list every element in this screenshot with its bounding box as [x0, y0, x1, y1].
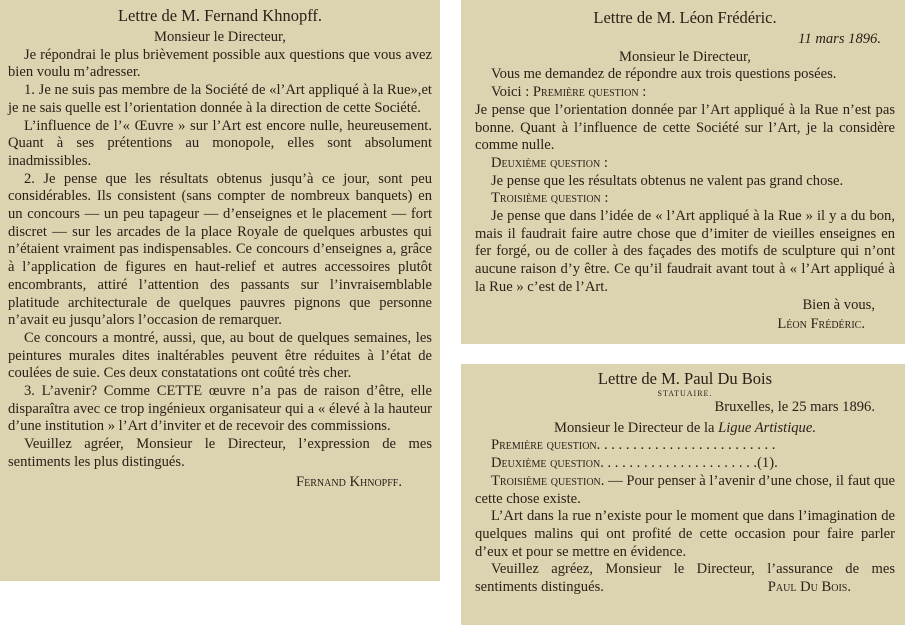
- dubois-question-1-dots: . . . . . . . . . . . . . . . . . . . . . . . . .: [596, 437, 776, 454]
- dubois-title: Lettre de M. Paul Du Bois: [597, 369, 773, 388]
- dubois-question-2-label: Deuxième question: [491, 455, 601, 472]
- dubois-signature: Paul Du Bois.: [767, 579, 851, 596]
- frederic-date: 11 mars 1896.: [798, 31, 881, 47]
- khnopff-paragraph-6: 3. L’avenir? Comme CETTE œuvre n’a pas de raison d’être, elle disparaîtra avec ce trop ingénieux organisateur qui a « élevé à la hauteur d’une institution » l’Art d’inviter et de recevoir des commissions.: [8, 383, 432, 435]
- frederic-answer-2: Je pense que les résultats obtenus ne valent pas grand chose.: [491, 172, 844, 189]
- frederic-closing: Bien à vous,: [802, 296, 875, 313]
- dubois-question-1-label: Première question: [491, 437, 597, 454]
- dubois-paragraph-1: L’Art dans la rue n’existe pour le moment que dans l’imagination de quelques malins qui ont profité de cette occasion pour faire parler d’eux et pour se mettre en évidence.: [475, 508, 895, 560]
- frederic-answer-1: Je pense que l’orientation donnée par l’Art appliqué à la Rue n’est pas bonne. Quant à l’influence de cette Société sur l’Art, je la considère comme nulle.: [475, 101, 895, 154]
- khnopff-paragraph-5: Ce concours a montré, aussi, que, au bout de quelques semaines, les peintures murales dites inaltérables peuvent être réduites à l’état de coulées de suie. Ces deux constatations ont coûté très cher.: [8, 329, 432, 382]
- khnopff-paragraph-2: 1. Je ne suis pas membre de la Société de «l’Art appliqué à la Rue»,et je ne sais quelle est l’orientation donnée à la direction de cette Société.: [8, 82, 432, 116]
- khnopff-paragraph-7: Veuillez agréer, Monsieur le Directeur, l’expression de mes sentiments les plus distingués.: [8, 436, 432, 470]
- khnopff-title: Lettre de M. Fernand Khnopff.: [117, 6, 323, 25]
- dubois-profession: STATUAIRE.: [657, 389, 713, 398]
- frederic-voici: Voici :: [491, 84, 530, 101]
- frederic-signature: Léon Frédéric.: [777, 316, 865, 333]
- khnopff-salutation: Monsieur le Directeur,: [154, 29, 286, 45]
- khnopff-paragraph-1: Je répondrai le plus brièvement possible aux questions que vous avez bien voulu m’adresser.: [8, 46, 432, 81]
- dubois-letter: [461, 364, 905, 625]
- dubois-paragraph-2: Veuillez agréez, Monsieur le Directeur, l’assurance de mes sentiments distingués.: [475, 561, 895, 596]
- dubois-question-2-dots: . . . . . . . . . . . . . . . . . . . . . .(1).: [600, 455, 778, 472]
- frederic-question-1: Première question :: [532, 84, 647, 101]
- dubois-salutation-org: Ligue Artistique.: [718, 419, 816, 436]
- frederic-question-3: Troisième question :: [491, 190, 609, 207]
- frederic-title: Lettre de M. Léon Frédéric.: [593, 8, 777, 27]
- dubois-salutation-prefix: Monsieur le Directeur de la: [554, 419, 715, 436]
- dubois-date: Bruxelles, le 25 mars 1896.: [714, 399, 875, 415]
- dubois-question-3-text: — Pour penser à l’avenir d’une chose, il faut que cette chose existe.: [475, 472, 896, 507]
- frederic-question-2: Deuxième question :: [491, 154, 608, 171]
- frederic-letter: [461, 0, 905, 344]
- khnopff-signature: Fernand Khnopff.: [296, 473, 402, 490]
- frederic-question-1-line: [475, 84, 895, 102]
- dubois-salutation: [475, 420, 895, 438]
- khnopff-paragraph-4: 2. Je pense que les résultats obtenus jusqu’à ce jour, sont peu considérables. Ils consistent (sans compter de nombreux banquets) en un concours — un peu tapageur — d’enseignes et le placement — fort discret — sur les arcades de la place Royale de quelques arbustes qui n’étaient vraiment pas indispensables. Ce concours d’enseignes a, grâce à l’application de figures en haut-relief et autres accessoires plutôt encombrants, attiré l’attention des passants sur l’invraisemblable platitude architecturale de quelques pauvres pignons que personne n’avait eu jusqu’alors l’occasion de remarquer.: [8, 170, 432, 329]
- dubois-question-1: [475, 437, 895, 455]
- frederic-salutation: Monsieur le Directeur,: [619, 48, 751, 65]
- frederic-answer-3: Je pense que dans l’idée de « l’Art appliqué à la Rue » il y a du bon, mais il faudrait faire autre chose que d’imiter de vieilles enseignes en fer forgé, ou de coller à des façades des motifs de sculpture qui n’ont aucune raison d’y être. Ce qu’il faudrait avant tout à « l’Art appliqué à la Rue » c’est de l’Art.: [475, 208, 895, 295]
- khnopff-paragraph-3: L’influence de l’« Œuvre » sur l’Art est encore nulle, heureusement. Quant à ses prétentions au monopole, elles sont absolument inadmissibles.: [8, 117, 432, 169]
- dubois-question-3-label: Troisième question.: [491, 472, 605, 489]
- dubois-question-2: [475, 455, 895, 473]
- frederic-paragraph-1: Vous me demandez de répondre aux trois questions posées.: [491, 66, 837, 83]
- khnopff-letter: [0, 0, 440, 581]
- dubois-question-3: [475, 473, 895, 508]
